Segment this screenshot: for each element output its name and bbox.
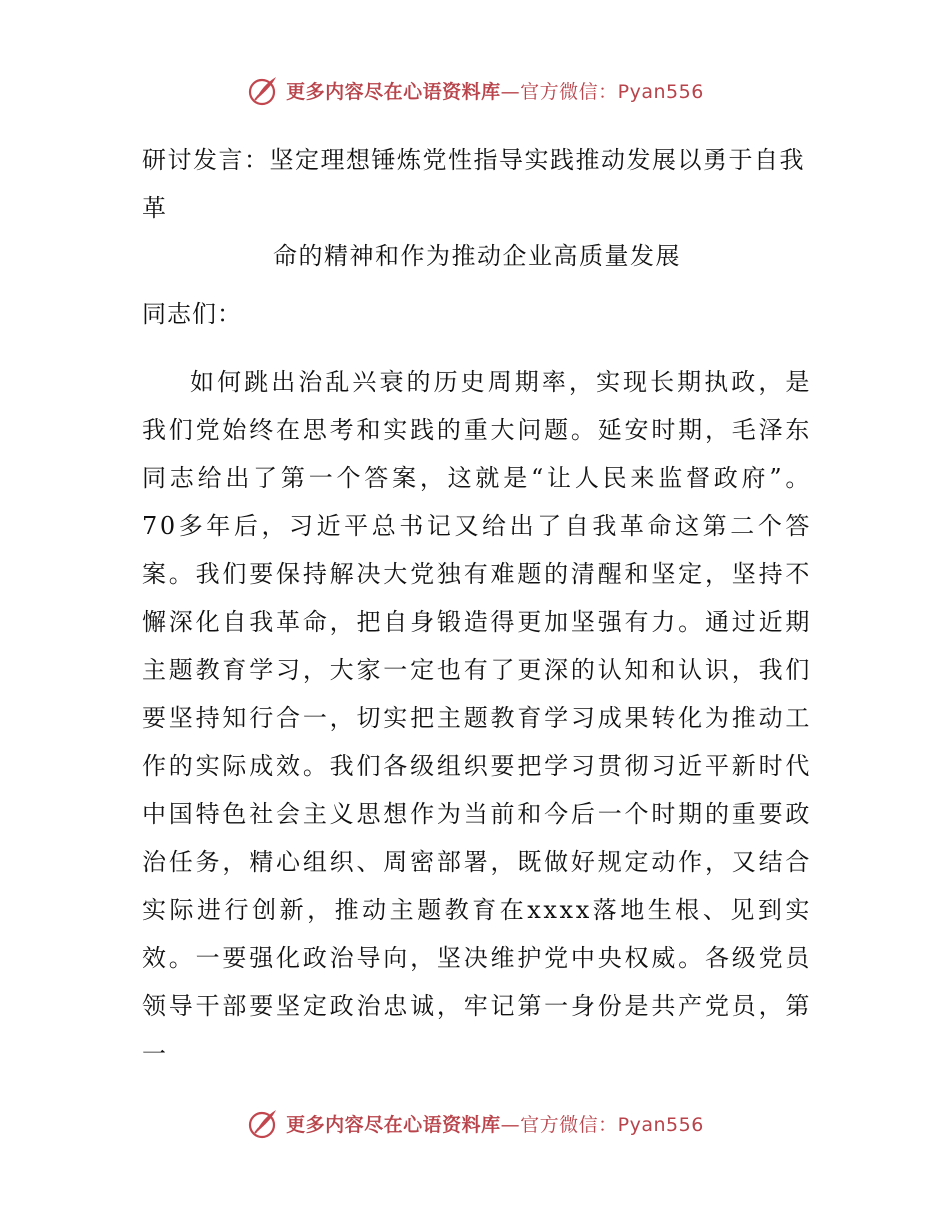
quill-logo-icon [246,1106,280,1140]
header-banner [0,70,950,110]
footer-banner [0,1103,950,1143]
title-line-2: 命的精神和作为推动企业高质量发展 [273,242,681,270]
title-line-1: 研讨发言：坚定理想锤炼党性指导实践推动发展以勇于自我革 [142,146,805,222]
header-banner-text: 更多内容尽在心语资料库—官方微信：Pyan556 [286,80,704,103]
salutation: 同志们： [142,300,242,328]
document-body [142,136,812,1078]
footer-banner-text: 更多内容尽在心语资料库—官方微信：Pyan556 [286,1113,704,1136]
body-paragraph: 如何跳出治乱兴衰的历史周期率，实现长期执政，是我们党始终在思考和实践的重大问题。延安时期，毛泽东同志给出了第一个答案，这就是“让人民来监督政府”。70多年后，习近平总书记又给出了自我革命这第二个答案。我们要保持解决大党独有难题的清醒和坚定，坚持不懈深化自我革命，把自身锻造得更加坚强有力。通过近期主题教育学习，大家一定也有了更深的认知和认识，我们要坚持知行合一，切实把主题教育学习成果转化为推动工作的实际成效。我们各级组织要把学习贯彻习近平新时代中国特色社会主义思想作为当前和今后一个时期的重要政治任务，精心组织、周密部署，既做好规定动作，又结合实际进行创新，推动主题教育在xxxx落地生根、见到实效。一要强化政治导向，坚决维护党中央权威。各级党员领导干部要坚定政治忠诚，牢记第一身份是共产党员，第一 [142,368,812,1068]
document-title [142,136,812,280]
quill-logo-icon [246,73,280,107]
